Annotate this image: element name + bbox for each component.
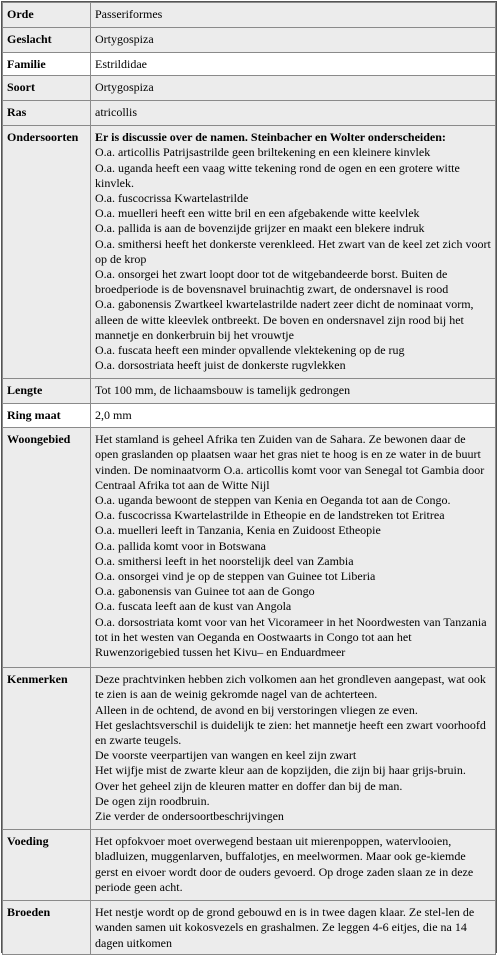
value-ras: atricollis [91,101,496,126]
value-woongebied [91,428,496,668]
kenmerken-line: De ogen zijn roodbruin. [95,793,210,808]
woongebied-line: O.a. muelleri leeft in Tanzania, Kenia en Zuidoost Etheopie [95,523,381,538]
kenmerken-line: Alleen in de ochtend, de avond en bij verstoringen vliegen ze even. [95,702,418,717]
woongebied-line: O.a. fuscata leeft aan de kust van Angola [95,599,292,614]
woongebied-line: Het stamland is geheel Afrika ten Zuiden van de Sahara. Ze bewonen daar de open graslanden op plaatsen waar het gras niet te hoog is en ze water in de buurt vinden. De nominaatvorm O.a. articollis komt voor van Senegal tot Gambia door Centraal Afrika tot aan de Witte Nijl [95,432,485,492]
label-ringmaat: Ring maat [3,404,91,428]
ondersoort-line: O.a. onsorgei het zwart loopt door tot de witgebandeerde borst. Buiten de broedperiode is de bovensnavel bruinachtig zwart, de ondersnavel is rood [95,267,449,297]
value-orde: Passeriformes [91,3,496,28]
woongebied-line: O.a. gabonensis van Guinee tot aan de Gongo [95,584,315,599]
value-voeding: Het opfokvoer moet overwegend bestaan uit mierenpoppen, watervlooien, bladluizen, muggenlarven, buffalotjes, en meelwormen. Maar ook ge-kiemde gerst en eivoer wordt door de ouders gevoerd. Op droge zaden slaan ze in deze periode geen acht. [91,830,496,901]
value-familie: Estrildidae [91,53,496,76]
label-voeding: Voeding [3,830,91,901]
row-ras [3,101,496,126]
kenmerken-line: Deze prachtvinken hebben zich volkomen aan het grondleven aangepast, wat ook te zien is aan de weinig gekromde nagel van de achterteen. [95,672,486,702]
row-orde [3,3,496,28]
ondersoorten-heading: Er is discussie over de namen. Steinbacher en Wolter onderscheiden: [95,130,446,145]
value-geslacht: Ortygospiza [91,28,496,53]
label-geslacht: Geslacht [3,28,91,53]
row-ringmaat [3,404,496,428]
ondersoort-line: O.a. pallida is aan de bovenzijde grijzer en maakt een blekere indruk [95,221,425,236]
value-lengte: Tot 100 mm, de lichaamsbouw is tamelijk gedrongen [91,379,496,404]
row-lengte [3,379,496,404]
ondersoort-line: O.a. fuscocrissa Kwartelastrilde [95,191,249,206]
ondersoort-line: O.a. smithersi heeft het donkerste verenkleed. Het zwart van de keel zet zich voort op de krop [95,236,491,266]
woongebied-line: O.a. smithersi leeft in het noorstelijk deel van Zambia [95,553,354,568]
label-kenmerken: Kenmerken [3,668,91,830]
value-broeden: Het nestje wordt op de grond gebouwd en is in twee dagen klaar. Ze stel-len de wanden samen uit kokosvezels en grashalmen. Ze leggen 4-6 eitjes, die na 14 dagen uitkomen [91,901,496,955]
row-soort [3,76,496,101]
label-ondersoorten: Ondersoorten [3,126,91,379]
ondersoort-line: O.a. uganda heeft een vaag witte tekening rond de ogen en een grotere witte kinvlek. [95,160,460,190]
ondersoort-line: O.a. muelleri heeft een witte bril en een afgebakende witte keelvlek [95,206,420,221]
kenmerken-line: Zie verder de ondersoortbeschrijvingen [95,809,284,824]
species-table-container [1,1,497,953]
label-woongebied: Woongebied [3,428,91,668]
ondersoort-line: O.a. dorsostriata heeft juist de donkerste rugvlekken [95,358,346,373]
ondersoort-line: O.a. articollis Patrijsastrilde geen briltekening en een kleinere kinvlek [95,145,431,160]
label-orde: Orde [3,3,91,28]
row-broeden [3,901,496,955]
label-ras: Ras [3,101,91,126]
value-ondersoorten [91,126,496,379]
label-soort: Soort [3,76,91,101]
ondersoort-line: O.a. fuscata heeft een minder opvallende vlektekening op de rug [95,343,405,358]
woongebied-line: O.a. uganda bewoont de steppen van Kenia en Oeganda tot aan de Congo. [95,493,451,508]
ondersoort-line: O.a. gabonensis Zwartkeel kwartelastrilde nadert zeer dicht de nominaat vorm, alleen de witte kleevlek ontbreekt. De boven en ondersnavel zijn rood bij het mannetje en donkerbruin bij het vrouwtje [95,297,474,342]
row-familie [3,53,496,76]
row-geslacht [3,28,496,53]
value-kenmerken [91,668,496,830]
row-ondersoorten [3,126,496,379]
woongebied-line: O.a. onsorgei vind je op de steppen van Guinee tot Liberia [95,569,376,584]
kenmerken-line: Het geslachtsverschil is duidelijk te zien: het mannetje heeft een zwart voorhoofd en zwarte teugels. [95,717,486,748]
value-ringmaat: 2,0 mm [91,404,496,428]
label-familie: Familie [3,53,91,76]
species-table [2,2,496,955]
label-lengte: Lengte [3,379,91,404]
row-woongebied [3,428,496,668]
row-voeding [3,830,496,901]
value-soort: Ortygospiza [91,76,496,101]
kenmerken-line: De voorste veerpartijen van wangen en keel zijn zwart [95,748,357,763]
row-kenmerken [3,668,496,830]
label-broeden: Broeden [3,901,91,955]
woongebied-line: O.a. dorsostriata komt voor van het Vicorameer in het Noordwesten van Tanzania tot in het westen van Oeganda en Oostwaarts in Congo tot aan het Ruwenzorigebied tussen het Kivu– en Enduardmeer [95,614,487,660]
woongebied-line: O.a. fuscocrissa Kwartelastrilde in Etheopie en de landstreken tot Eritrea [95,508,445,523]
woongebied-line: O.a. pallida komt voor in Botswana [95,538,266,553]
kenmerken-line: Het wijfje mist de zwarte kleur aan de kopzijden, die zijn bij haar grijs-bruin. Over het geheel zijn de kleuren matter en doffer dan bij de man. [95,763,466,793]
